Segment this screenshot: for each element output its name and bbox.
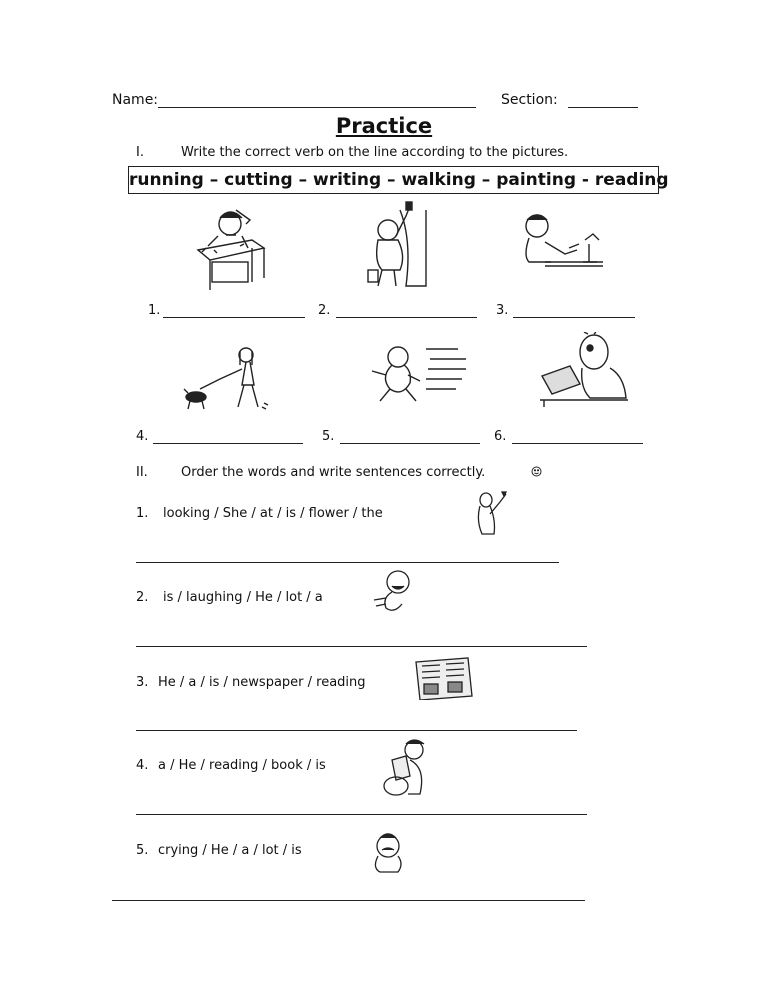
item-2-number: 2. (136, 590, 149, 605)
blank-1-line[interactable] (163, 317, 305, 318)
item-3-words: He / a / is / newspaper / reading (158, 675, 366, 690)
boy-crying-picture (370, 832, 406, 874)
part2-numeral: II. (136, 465, 148, 480)
part2-instruction: Order the words and write sentences correctly. (181, 465, 486, 480)
blank-6-number: 6. (494, 429, 507, 444)
item-3-number: 3. (136, 675, 149, 690)
name-label: Name: (112, 92, 159, 108)
item-4-words: a / He / reading / book / is (158, 758, 326, 773)
part1-instruction: Write the correct verb on the line according to the pictures. (181, 145, 569, 160)
name-line[interactable] (158, 107, 476, 108)
item-5-number: 5. (136, 843, 149, 858)
man-painting-picture (360, 200, 430, 290)
girl-walking-dog-picture (180, 345, 275, 415)
item-1-number: 1. (136, 506, 149, 521)
answer-3-line[interactable] (136, 730, 577, 731)
blank-5-number: 5. (322, 429, 335, 444)
girl-looking-flower-picture (472, 490, 508, 536)
word-bank: running – cutting – writing – walking – painting - reading (128, 166, 659, 194)
boy-writing-picture (515, 210, 605, 274)
part1-numeral: I. (136, 145, 144, 160)
answer-1-line[interactable] (136, 562, 559, 563)
man-reading-newspaper-picture (412, 656, 474, 700)
blank-3-number: 3. (496, 303, 509, 318)
item-5-words: crying / He / a / lot / is (158, 843, 302, 858)
page-title: Practice (335, 114, 433, 138)
item-2-words: is / laughing / He / lot / a (163, 590, 323, 605)
answer-2-line[interactable] (136, 646, 587, 647)
blank-6-line[interactable] (512, 443, 643, 444)
blank-5-line[interactable] (340, 443, 480, 444)
section-label: Section: (501, 92, 558, 108)
blank-4-line[interactable] (153, 443, 303, 444)
answer-5-line[interactable] (112, 900, 585, 901)
blank-1-number: 1. (148, 303, 161, 318)
boy-reading-book-picture (380, 738, 434, 796)
answer-4-line[interactable] (136, 814, 587, 815)
blank-4-number: 4. (136, 429, 149, 444)
boy-cutting-picture (190, 202, 270, 294)
boy-laughing-picture (372, 568, 416, 614)
blank-2-line[interactable] (336, 317, 477, 318)
blank-2-number: 2. (318, 303, 331, 318)
blank-3-line[interactable] (513, 317, 635, 318)
smiley-icon (531, 466, 542, 477)
item-1-words: looking / She / at / is / flower / the (163, 506, 383, 521)
item-4-number: 4. (136, 758, 149, 773)
section-line[interactable] (568, 107, 638, 108)
boy-running-picture (350, 345, 470, 405)
boy-reading-picture (540, 332, 630, 407)
